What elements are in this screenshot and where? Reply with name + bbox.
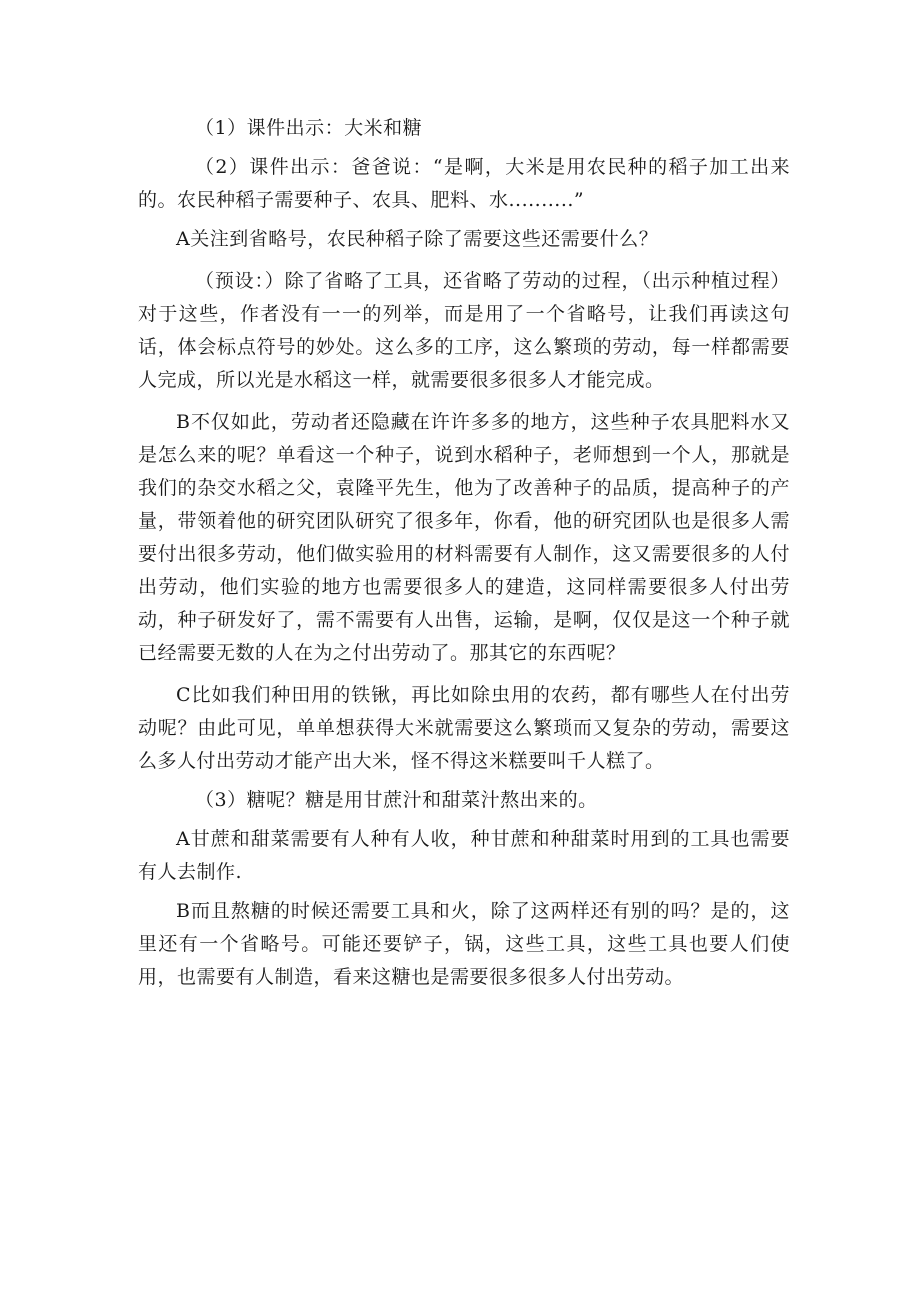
paragraph-seed-workers: B不仅如此，劳动者还隐藏在许许多多的地方，这些种子农具肥料水又是怎么来的呢？单看这一个种子，说到水稻种子，老师想到一个人，那就是我们的杂交水稻之父，袁隆平先生，他为了改善种子的品质，提高种子的产量，带领着他的研究团队研究了很多年，你看，他的研究团队也是很多人需要付出很多劳动，他们做实验用的材料需要有人制作，这又需要很多的人付出劳动，他们实验的地方也需要很多人的建造，这同样需要很多人付出劳动，种子研发好了，需不需要有人出售，运输，是啊，仅仅是这一个种子就已经需要无数的人在为之付出劳动了。那其它的东西呢？: [138, 411, 790, 664]
document-page: [138, 112, 790, 994]
paragraph-courseware-father-says: （2）课件出示：爸爸说：“是啊，大米是用农民种的稻子加工出来的。农民种稻子需要种子、农具、肥料、水..........”: [138, 156, 790, 211]
paragraph-sugarcane-beet: A甘蔗和甜菜需要有人种有人收，种甘蔗和种甜菜时用到的工具也需要有人去制作.: [138, 828, 790, 883]
paragraph-boiling-sugar: B而且熬糖的时候还需要工具和火，除了这两样还有别的吗？是的，这里还有一个省略号。可能还要铲子，锅，这些工具，这些工具也要人们使用，也需要有人制造，看来这糖也是需要很多很多人付出劳动。: [138, 900, 790, 988]
paragraph-sugar-question: （3）糖呢？糖是用甘蔗汁和甜菜汁熬出来的。: [195, 789, 598, 811]
paragraph-ellipsis-question: A关注到省略号，农民种稻子除了需要这些还需要什么？: [176, 228, 659, 250]
paragraph-preset-answer: （预设：）除了省略了工具，还省略了劳动的过程，（出示种植过程）对于这些，作者没有一一的列举，而是用了一个省略号，让我们再读这句话，体会标点符号的妙处。这么多的工序，这么繁琐的劳动，每一样都需要人完成，所以光是水稻这一样，就需要很多很多人才能完成。: [138, 270, 790, 391]
paragraph-courseware-rice-sugar: （1）课件出示：大米和糖: [195, 117, 423, 139]
paragraph-tools-workers: C比如我们种田用的铁锹，再比如除虫用的农药，都有哪些人在付出劳动呢？由此可见，单单想获得大米就需要这么繁琐而又复杂的劳动，需要这么多人付出劳动才能产出大米，怪不得这米糕要叫千人糕了。: [138, 684, 790, 772]
